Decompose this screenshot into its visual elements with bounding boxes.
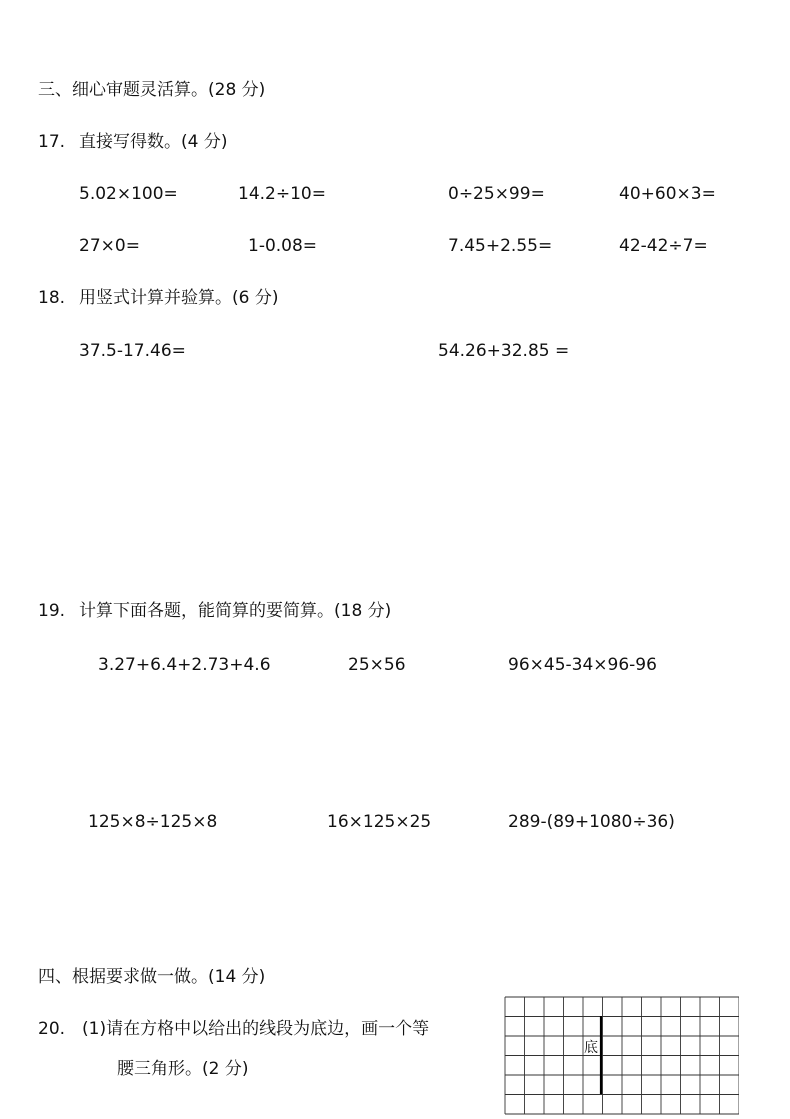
q17-problem: 1-0.08= [248,236,318,256]
question-20-part1-line2: 腰三角形。(2 分) [117,1059,249,1079]
question-17-number: 17. [38,132,66,152]
question-20-number: 20. [38,1019,66,1039]
question-18-prompt: 用竖式计算并验算。(6 分) [79,288,279,308]
q17-problem: 40+60×3= [619,184,716,204]
square-grid[interactable] [504,996,739,1116]
q19-problem: 289-(89+1080÷36) [508,812,675,832]
question-19-number: 19. [38,601,66,621]
q18-problem: 37.5-17.46= [79,341,186,361]
q19-problem: 25×56 [348,655,406,675]
q19-problem: 125×8÷125×8 [88,812,218,832]
q17-problem: 0÷25×99= [448,184,545,204]
question-18-number: 18. [38,288,66,308]
q19-problem: 16×125×25 [327,812,432,832]
q17-problem: 5.02×100= [79,184,178,204]
section-3-title: 三、细心审题灵活算。(28 分) [38,80,266,100]
q19-problem: 96×45-34×96-96 [508,655,657,675]
section-4-title: 四、根据要求做一做。(14 分) [38,967,266,987]
question-20-part1-line1: (1)请在方格中以给出的线段为底边，画一个等 [82,1019,430,1039]
q18-problem: 54.26+32.85 = [438,341,570,361]
q17-problem: 7.45+2.55= [448,236,553,256]
q17-problem: 27×0= [79,236,140,256]
q17-problem: 14.2÷10= [238,184,326,204]
question-19-prompt: 计算下面各题，能简算的要简算。(18 分) [79,601,392,621]
grid-lines [505,997,739,1114]
question-17-prompt: 直接写得数。(4 分) [79,132,228,152]
q19-problem: 3.27+6.4+2.73+4.6 [98,655,271,675]
q17-problem: 42-42÷7= [619,236,708,256]
base-label: 底 [584,1040,598,1056]
